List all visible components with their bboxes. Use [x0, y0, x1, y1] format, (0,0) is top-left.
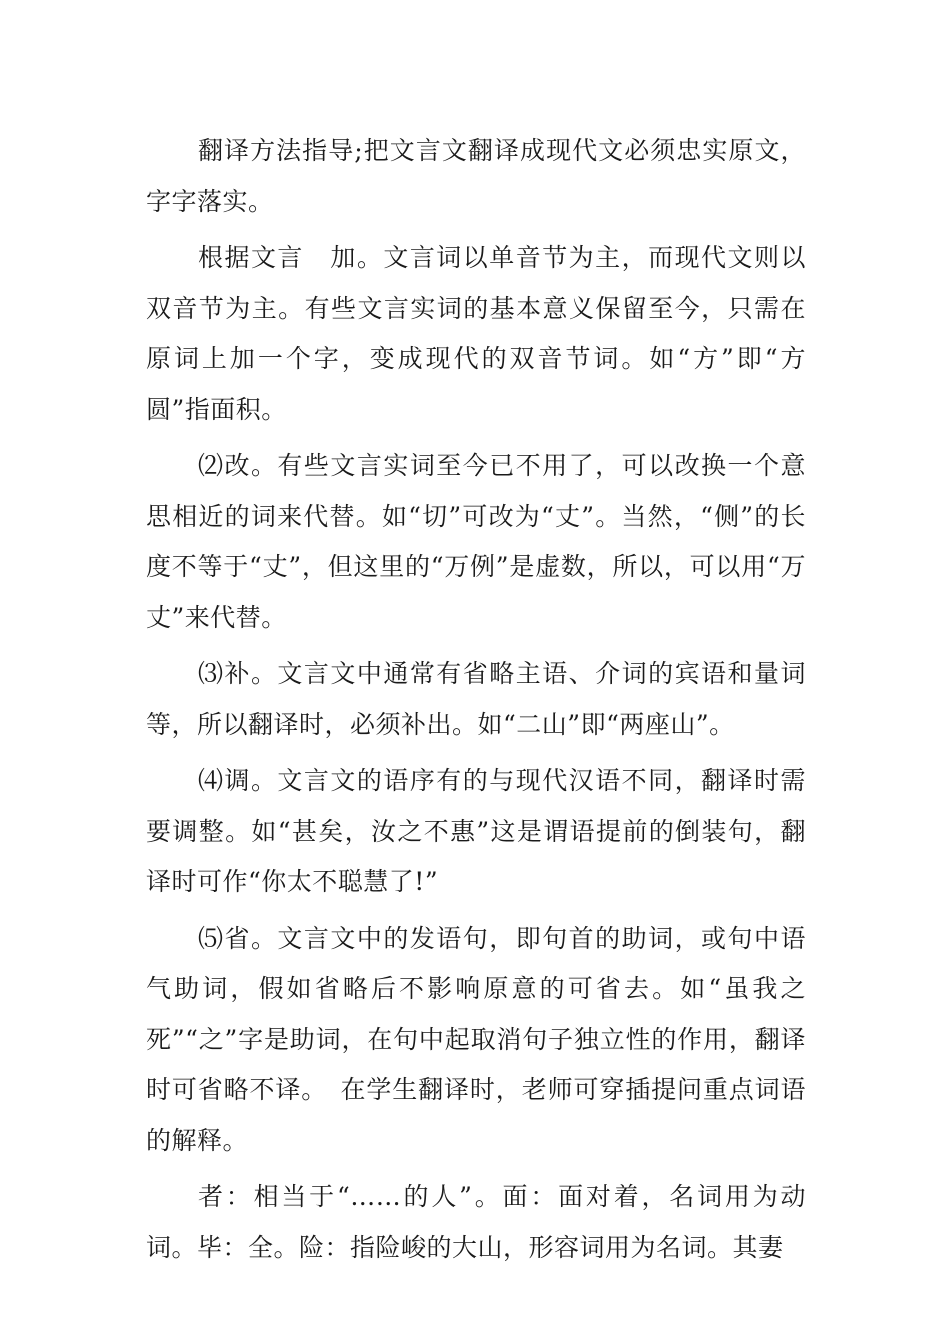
paragraph-word-explanations: 者：相当于“……的人”。面：面对着，名词用为动词。毕：全。险：指险峻的大山，形容词用为名词。其妻 — [146, 1182, 806, 1262]
paragraph-change-method: ⑵改。有些文言实词至今已不用了，可以改换一个意思相近的词来代替。如“切”可改为“丈”。当然，“侧”的长度不等于“丈”，但这里的“万例”是虚数，所以，可以用“万丈”来代替。 — [146, 451, 806, 632]
document-body — [146, 126, 806, 1279]
paragraph-adjust-method: ⑷调。文言文的语序有的与现代汉语不同，翻译时需要调整。如“甚矣，汝之不惠”这是谓语提前的倒装句，翻译时可作“你太不聪慧了!” — [146, 766, 806, 896]
paragraph-add-method: 根据文言 加。文言词以单音节为主，而现代文则以双音节为主。有些文言实词的基本意义保留至今，只需在原词上加一个字，变成现代的双音节词。如“方”即“方圆”指面积。 — [146, 243, 806, 424]
paragraph-supplement-method: ⑶补。文言文中通常有省略主语、介词的宾语和量词等，所以翻译时，必须补出。如“二山”即“两座山”。 — [146, 659, 806, 739]
paragraph-translation-guide: 翻译方法指导;把文言文翻译成现代文必须忠实原文，字字落实。 — [146, 136, 806, 216]
paragraph-omit-method: ⑸省。文言文中的发语句，即句首的助词，或句中语气助词，假如省略后不影响原意的可省去。如“虽我之死”“之”字是助词，在句中起取消句子独立性的作用，翻译时可省略不译。 在学生翻译时，老师可穿插提问重点词语的解释。 — [146, 923, 806, 1155]
